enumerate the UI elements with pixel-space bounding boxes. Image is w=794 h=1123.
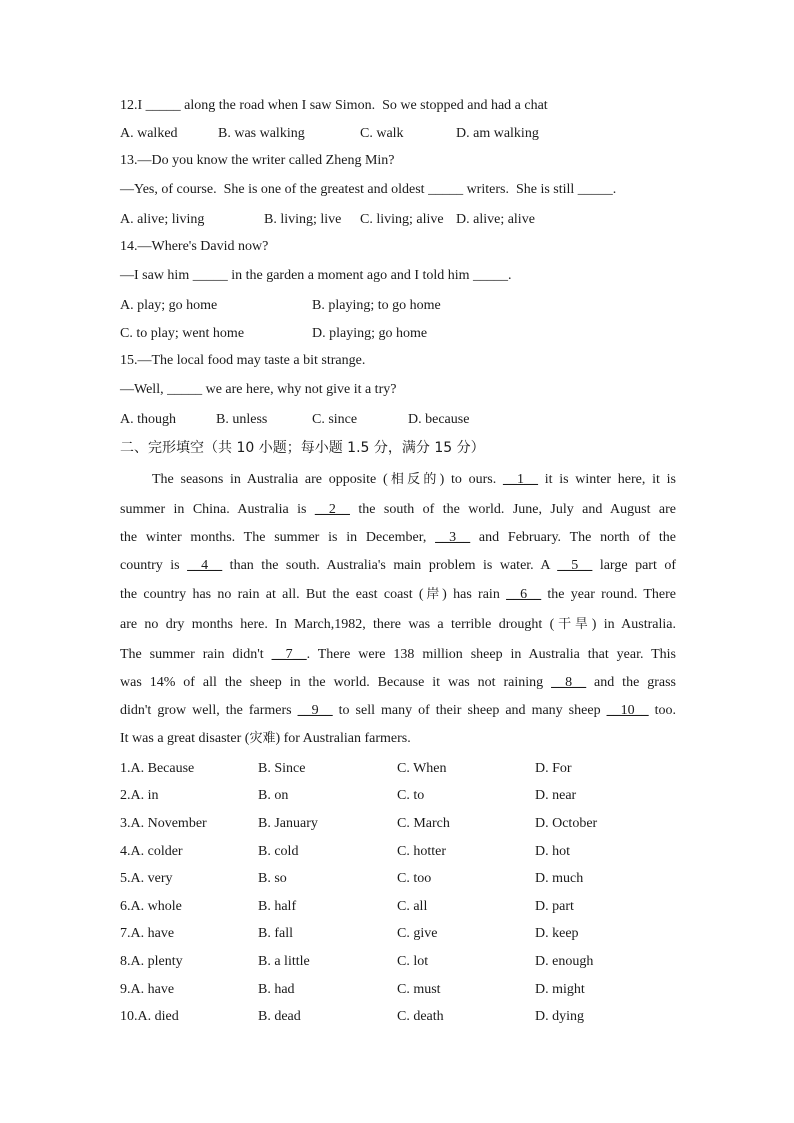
q14-option-c: C. to play; went home: [120, 326, 245, 341]
passage-text: didn't grow well, the farmers: [120, 703, 298, 718]
passage-text: are no dry months here. In March,1982, there was a terrible drought (: [120, 617, 555, 632]
cloze-blank: __6__: [506, 587, 542, 602]
question-14-reply: —I saw him _____ in the garden a moment ago and I told him _____.: [120, 268, 512, 283]
cloze-item-3-option-a: 3.A. November: [120, 816, 207, 831]
q14-option-a: A. play; go home: [120, 298, 218, 313]
passage-text: ) to ours.: [439, 472, 503, 487]
q13-option-c: C. living; alive: [360, 212, 444, 227]
cloze-item-7-option-d: D. keep: [535, 926, 579, 941]
passage-line: [120, 645, 676, 665]
q15-option-b: B. unless: [216, 412, 268, 427]
passage-text: and the grass: [586, 675, 676, 690]
cloze-blank: __10__: [606, 703, 649, 718]
cloze-item-8-option-c: C. lot: [397, 954, 429, 969]
cloze-item-10-option-c: C. death: [397, 1009, 444, 1024]
passage-text: it is winter here, it is: [537, 472, 676, 487]
q13-option-d: D. alive; alive: [456, 212, 535, 227]
cloze-item-5-option-b: B. so: [258, 871, 287, 886]
passage-text: the country has no rain at all. But the east coast (: [120, 587, 424, 602]
q12-option-d: D. am walking: [456, 126, 539, 141]
passage-text: . There were 138 million sheep in Australia that year. This: [306, 647, 677, 662]
cloze-item-2-option-b: B. on: [258, 788, 289, 803]
passage-text: ) in Australia.: [591, 617, 676, 632]
q12-option-c: C. walk: [360, 126, 404, 141]
passage-line: [120, 673, 676, 693]
passage-text: the year round. There: [541, 587, 676, 602]
cloze-item-4-option-a: 4.A. colder: [120, 844, 183, 859]
q13-option-a: A. alive; living: [120, 212, 205, 227]
cloze-item-6-option-c: C. all: [397, 899, 428, 914]
cloze-item-4-option-b: B. cold: [258, 844, 299, 859]
passage-text: to sell many of their sheep and many sheep: [332, 703, 607, 718]
passage-text: large part of: [592, 558, 677, 573]
cloze-item-1-option-d: D. For: [535, 761, 572, 776]
cloze-blank: __8__: [551, 675, 587, 690]
passage-text: the south of the world. June, July and August are: [349, 502, 676, 517]
cloze-item-3-option-c: C. March: [397, 816, 450, 831]
cloze-item-6-option-d: D. part: [535, 899, 574, 914]
q12-option-b: B. was walking: [218, 126, 305, 141]
cloze-item-10-option-b: B. dead: [258, 1009, 301, 1024]
cloze-item-6-option-a: 6.A. whole: [120, 899, 182, 914]
q15-option-c: C. since: [312, 412, 358, 427]
cloze-item-8-option-d: D. enough: [535, 954, 594, 969]
question-15-reply: —Well, _____ we are here, why not give it a try?: [120, 382, 397, 397]
question-13-reply: —Yes, of course. She is one of the greatest and oldest _____ writers. She is still _____.: [120, 182, 617, 197]
q14-option-b: B. playing; to go home: [312, 298, 441, 313]
cloze-item-3-option-b: B. January: [258, 816, 318, 831]
cloze-item-2-option-d: D. near: [535, 788, 577, 803]
cloze-item-5-option-d: D. much: [535, 871, 584, 886]
passage-text: It was a great disaster (: [120, 731, 250, 746]
passage-line: [120, 500, 676, 520]
cloze-blank: __2__: [314, 502, 350, 517]
cloze-item-4-option-d: D. hot: [535, 844, 570, 859]
cloze-item-10-option-a: 10.A. died: [120, 1009, 179, 1024]
question-13-stem: 13.—Do you know the writer called Zheng Min?: [120, 153, 395, 168]
cloze-item-6-option-b: B. half: [258, 899, 297, 914]
passage-line: [120, 556, 676, 576]
q13-option-b: B. living; live: [264, 212, 342, 227]
chinese-gloss: 灾难: [249, 731, 276, 746]
passage-line: [120, 615, 676, 635]
cloze-item-8-option-a: 8.A. plenty: [120, 954, 183, 969]
passage-text: and February. The north of the: [470, 530, 676, 545]
cloze-blank: __7__: [271, 647, 307, 662]
cloze-item-8-option-b: B. a little: [258, 954, 310, 969]
chinese-gloss: 干旱: [554, 617, 592, 632]
cloze-blank: __4__: [187, 558, 223, 573]
passage-text: ) has rain: [442, 587, 507, 602]
passage-text: the winter months. The summer is in December,: [120, 530, 436, 545]
q12-option-a: A. walked: [120, 126, 178, 141]
cloze-item-10-option-d: D. dying: [535, 1009, 584, 1024]
passage-text: summer in China. Australia is: [120, 502, 315, 517]
q15-option-a: A. though: [120, 412, 176, 427]
section-2-heading: 二、完形填空（共 10 小题；每小题 1.5 分，满分 15 分）: [120, 440, 485, 456]
cloze-item-1-option-b: B. Since: [258, 761, 306, 776]
q15-option-d: D. because: [408, 412, 470, 427]
cloze-item-1-option-c: C. When: [397, 761, 447, 776]
passage-text: ) for Australian farmers.: [275, 731, 411, 746]
cloze-item-7-option-c: C. give: [397, 926, 438, 941]
cloze-item-9-option-b: B. had: [258, 982, 295, 997]
cloze-item-1-option-a: 1.A. Because: [120, 761, 195, 776]
q14-option-d: D. playing; go home: [312, 326, 428, 341]
cloze-blank: __9__: [297, 703, 333, 718]
cloze-item-7-option-b: B. fall: [258, 926, 293, 941]
passage-line: [120, 585, 676, 605]
passage-line: [120, 729, 676, 749]
cloze-item-9-option-d: D. might: [535, 982, 585, 997]
question-12-stem: 12.I _____ along the road when I saw Simon. So we stopped and had a chat: [120, 98, 548, 113]
cloze-blank: __1__: [502, 472, 538, 487]
passage-line: [120, 701, 676, 721]
passage-text: The summer rain didn't: [120, 647, 272, 662]
chinese-gloss: 相反的: [387, 472, 440, 487]
question-15-stem: 15.—The local food may taste a bit strange.: [120, 353, 366, 368]
passage-text: than the south. Australia's main problem is water. A: [222, 558, 558, 573]
cloze-item-3-option-d: D. October: [535, 816, 598, 831]
cloze-item-2-option-a: 2.A. in: [120, 788, 159, 803]
passage-text: country is: [120, 558, 188, 573]
cloze-blank: __3__: [435, 530, 471, 545]
cloze-blank: __5__: [557, 558, 593, 573]
passage-text: was 14% of all the sheep in the world. Because it was not raining: [120, 675, 552, 690]
cloze-item-9-option-a: 9.A. have: [120, 982, 175, 997]
cloze-item-9-option-c: C. must: [397, 982, 441, 997]
passage-line: [152, 470, 676, 490]
chinese-gloss: 岸: [423, 587, 443, 602]
passage-line: [120, 528, 676, 548]
cloze-item-2-option-c: C. to: [397, 788, 425, 803]
cloze-item-7-option-a: 7.A. have: [120, 926, 175, 941]
passage-text: The seasons in Australia are opposite (: [152, 472, 388, 487]
cloze-item-4-option-c: C. hotter: [397, 844, 446, 859]
cloze-item-5-option-c: C. too: [397, 871, 432, 886]
cloze-item-5-option-a: 5.A. very: [120, 871, 173, 886]
passage-text: too.: [648, 703, 676, 718]
question-14-stem: 14.—Where's David now?: [120, 239, 269, 254]
